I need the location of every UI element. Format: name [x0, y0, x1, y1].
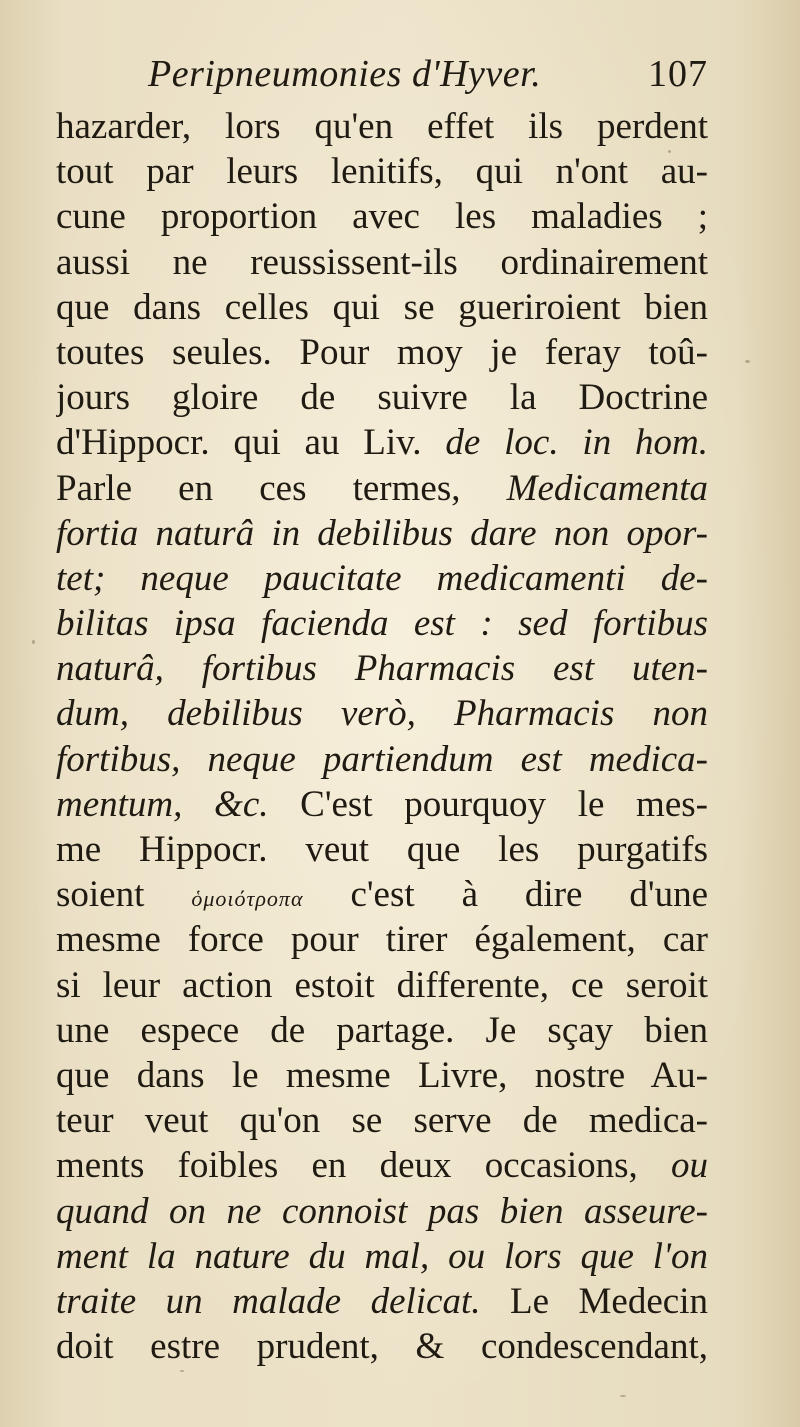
text-line — [56, 330, 708, 375]
page-number: 107 — [648, 53, 708, 95]
text-line — [56, 375, 708, 420]
text-line — [56, 240, 708, 285]
text-line — [56, 1098, 708, 1143]
italic-text: fortibus, neque partiendum est medica- — [56, 738, 708, 780]
italic-text: naturâ, fortibus Pharmacis est uten- — [56, 648, 708, 690]
text-line — [56, 827, 708, 872]
text-line — [56, 737, 708, 782]
text-line — [56, 1324, 708, 1369]
text-segment: d'Hippocr. qui au Liv. — [56, 422, 446, 464]
text-line — [56, 511, 708, 556]
text-line — [56, 1143, 708, 1188]
text-line — [56, 556, 708, 601]
text-segment: soient — [56, 874, 192, 916]
text-segment: jours gloire de suivre la Doctrine — [56, 377, 708, 419]
italic-text: de loc. in hom. — [445, 422, 708, 464]
text-line — [56, 1279, 708, 1324]
italic-text: tet; neque paucitate medicamenti de- — [56, 557, 708, 599]
text-segment: aussi ne reussissent-ils ordinairement — [56, 241, 708, 283]
text-line — [56, 1189, 708, 1234]
text-line — [56, 646, 708, 691]
paper-speck — [620, 1395, 626, 1397]
text-segment: ments foibles en deux occasions, — [56, 1145, 671, 1187]
text-segment: teur veut qu'on se serve de medica- — [56, 1100, 708, 1142]
italic-text: mentum, &c. — [56, 783, 269, 825]
text-line — [56, 1234, 708, 1279]
italic-text: dum, debilibus verò, Pharmacis non — [56, 693, 708, 735]
text-segment: hazarder, lors qu'en effet ils perdent — [56, 106, 708, 147]
text-line — [56, 420, 708, 465]
text-line — [56, 917, 708, 962]
text-segment: doit estre prudent, & condescendant, — [56, 1326, 708, 1368]
text-segment: cune proportion avec les maladies ; — [56, 196, 708, 238]
paper-speck — [32, 640, 35, 644]
italic-text: ment la nature du mal, ou lors que l'on — [56, 1235, 708, 1277]
text-line — [56, 963, 708, 1008]
text-line — [56, 149, 708, 194]
text-line — [56, 194, 708, 239]
italic-text: Medicamenta — [506, 467, 708, 509]
text-line — [56, 872, 708, 917]
paper-speck — [180, 1370, 184, 1372]
text-segment: si leur action estoit differente, ce seroit — [56, 964, 708, 1006]
text-segment: tout par leurs lenitifs, qui n'ont au- — [56, 151, 708, 193]
paper-speck — [668, 150, 671, 153]
running-title: Peripneumonies d'Hyver. — [148, 53, 542, 95]
text-line — [56, 104, 708, 149]
text-segment: c'est à dire d'une — [303, 874, 708, 916]
paper-speck — [745, 360, 750, 363]
text-line — [56, 285, 708, 330]
italic-text: traite un malade delicat. — [56, 1280, 481, 1322]
text-line — [56, 1053, 708, 1098]
text-segment: me Hippocr. veut que les purgatifs — [56, 829, 708, 870]
text-line — [56, 601, 708, 646]
text-segment: toutes seules. Pour moy je feray toû- — [56, 331, 708, 373]
text-line — [56, 782, 708, 827]
text-segment: Parle en ces termes, — [56, 467, 507, 509]
italic-text: bilitas ipsa facienda est : sed fortibus — [56, 603, 708, 645]
text-segment: mesme force pour tirer également, car — [56, 919, 708, 961]
text-segment: que dans celles qui se gueriroient bien — [56, 286, 708, 328]
text-segment: C'est pourquoy le mes- — [268, 783, 708, 825]
italic-text: quand on ne connoist pas bien asseure- — [56, 1190, 708, 1232]
text-segment: une espece de partage. Je sçay bien — [56, 1009, 708, 1051]
italic-text: ou — [671, 1145, 708, 1187]
text-line — [56, 1008, 708, 1053]
italic-text: fortia naturâ in debilibus dare non opor- — [56, 512, 708, 554]
text-line — [56, 691, 708, 736]
greek-word: ὁμοιότροπα — [191, 886, 304, 912]
text-segment: que dans le mesme Livre, nostre Au- — [56, 1054, 708, 1096]
body-text — [56, 104, 708, 1369]
page-header — [148, 52, 708, 104]
text-segment: Le Medecin — [480, 1280, 708, 1322]
text-line — [56, 466, 708, 511]
